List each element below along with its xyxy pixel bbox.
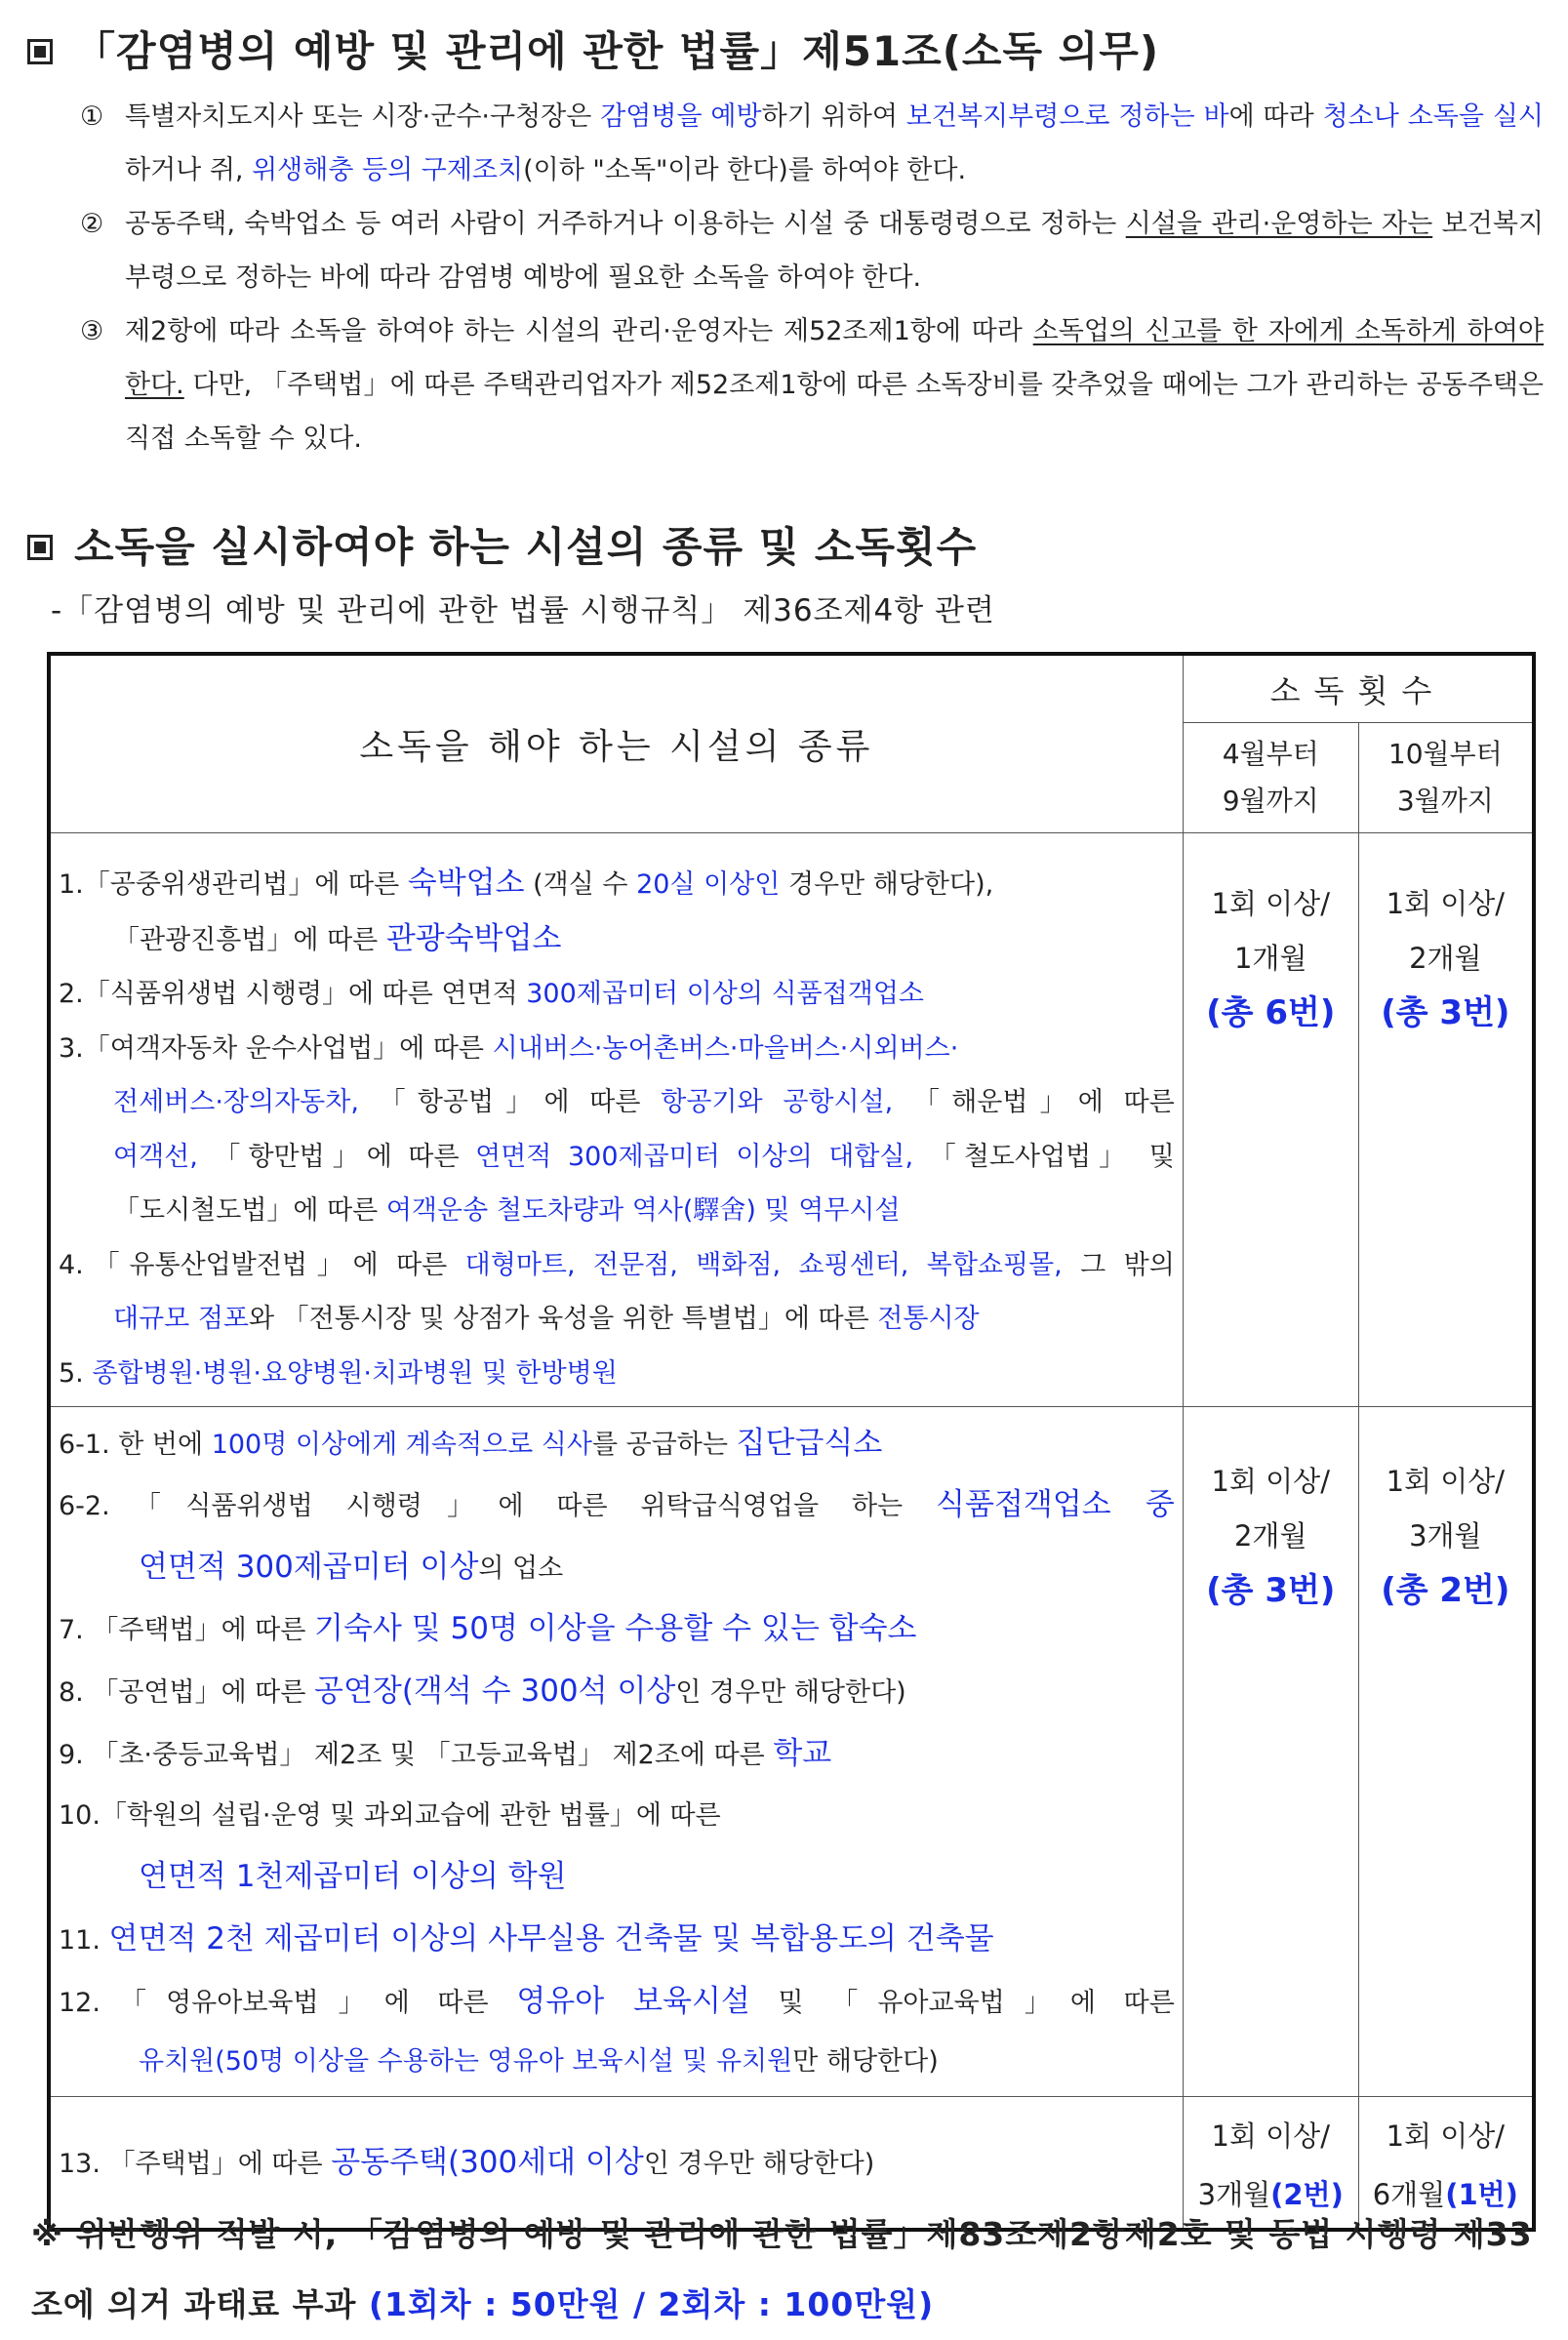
freq-winter-group-2: 1회 이상/ 3개월 (총 2번) [1358,1407,1534,2097]
list-item: 8. 「공연법」에 따른 공연장(객석 수 300석 이상인 경우만 해당한다) [59,1674,906,1709]
article-paragraph-3 [80,304,1544,465]
list-item: 유치원(50명 이상을 수용하는 영유아 보육시설 및 유치원만 해당한다) [139,2046,939,2077]
paragraph-number: ③ [80,316,104,346]
list-item: 전세버스·장의자동차, 「항공법」에 따른 항공기와 공항시설, 「해운법」에 따른 [113,1087,1175,1117]
list-item: 12.「영유아보육법」에 따른 영유아 보육시설 및 「유아교육법」에 따른 [59,1984,1175,2019]
section2-title: 소독을 실시하여야 하는 시설의 종류 및 소독횟수 [27,515,977,574]
list-item: 대규모 점포와 「전통시장 및 상점가 육성을 위한 특별법」에 따른 전통시장 [113,1304,980,1334]
list-item: 6-1. 한 번에 100명 이상에게 계속적으로 식사를 공급하는 집단급식소 [59,1426,883,1461]
list-item: 1.「공중위생관리법」에 따른 숙박업소 (객실 수 20실 이상인 경우만 해당한다), [59,866,994,901]
list-item: 11. 연면적 2천 제곱미터 이상의 사무실용 건축물 및 복합용도의 건축물 [59,1921,994,1957]
table-header-row [49,654,1534,723]
list-item: 13. 「주택법」에 따른 공동주택(300세대 이상인 경우만 해당한다) [59,2144,875,2180]
list-item: 3.「여객자동차 운수사업법」에 따른 시내버스·농어촌버스·마을버스·시외버스· [59,1032,959,1064]
list-item: 4.「유통산업발전법」에 따른 대형마트, 전문점, 백화점, 쇼핑센터, 복합쇼핑몰, 그 밖의 [59,1249,1175,1280]
article-paragraph-1 [80,90,1544,197]
section1-title: 「감염병의 예방 및 관리에 관한 법률」제51조(소독 의무) [27,20,1159,78]
list-item: 6-2.「식품위생법 시행령」에 따른 위탁급식영업을 하는 식품접객업소 중 [59,1487,1175,1522]
list-item: 「도시철도법」에 따른 여객운송 철도차량과 역사(驛舍) 및 역무시설 [113,1195,901,1226]
freq-winter-group-1: 1회 이상/ 2개월 (총 3번) [1358,833,1534,1407]
freq-winter-group-3: 1회 이상/ 6개월(1번) [1358,2097,1534,2231]
square-bullet-icon [27,535,53,560]
header-disinfection-count: 소독횟수 [1183,654,1534,723]
header-apr-sep: 4월부터 9월까지 [1183,723,1358,833]
list-item: 7. 「주택법」에 따른 기숙사 및 50명 이상을 수용할 수 있는 합숙소 [59,1611,917,1646]
list-item: 여객선, 「항만법」에 따른 연면적 300제곱미터 이상의 대합실, 「철도사업법」 및 [113,1141,1175,1172]
paragraph-text: 특별자치도지사 또는 시장·군수·구청장은 감염병을 예방하기 위하여 보건복지부령으로 정하는 바에 따라 청소나 소독을 실시하거나 쥐, 위생해충 등의 구제조치(이하 "소독"이라 한다)를 하여야 한다. [125,101,1545,185]
paragraph-text: 제2항에 따라 소독을 하여야 하는 시설의 관리·운영자는 제52조제1항에 따라 소독업의 신고를 한 자에게 소독하게 하여야 한다. 다만, 「주택법」에 따른 주택관리업자가 제52조제1항에 따른 소독장비를 갖추었을 때에는 그가 관리하는 공동주택은 직접 소독할 수 있다. [125,316,1545,454]
section2-subtitle: -「감염병의 예방 및 관리에 관한 법률 시행규칙」 제36조제4항 관련 [51,593,995,628]
list-item: 2.「식품위생법 시행령」에 따른 연면적 300제곱미터 이상의 식품접객업소 [59,979,925,1009]
freq-summer-group-1: 1회 이상/ 1개월 (총 6번) [1183,833,1358,1407]
facility-list-group-2 [49,1407,1183,2097]
list-item: 10.「학원의 설립·운영 및 과외교습에 관한 법률」에 따른 [59,1800,721,1831]
header-facility-kind: 소독을 해야 하는 시설의 종류 [49,654,1183,833]
table-row [49,833,1534,1407]
header-oct-mar: 10월부터 3월까지 [1358,723,1534,833]
list-item: 「관광진흥법」에 따른 관광숙박업소 [113,920,562,956]
table-row [49,1407,1534,2097]
square-bullet-icon [27,39,53,64]
facility-list-group-1 [49,833,1183,1407]
list-item: 5. 종합병원·병원·요양병원·치과병원 및 한방병원 [59,1357,618,1389]
list-item: 9. 「초·중등교육법」 제2조 및 「고등교육법」 제2조에 따른 학교 [59,1736,832,1771]
freq-summer-group-3: 1회 이상/ 3개월(2번) [1183,2097,1358,2231]
paragraph-number: ① [80,101,104,132]
list-item: 연면적 1천제곱미터 이상의 학원 [139,1859,567,1894]
article-paragraph-2 [80,197,1544,304]
disinfection-table [47,652,1536,2232]
freq-summer-group-2: 1회 이상/ 2개월 (총 3번) [1183,1407,1358,2097]
paragraph-number: ② [80,209,104,239]
paragraph-text: 공동주택, 숙박업소 등 여러 사람이 거주하거나 이용하는 시설 중 대통령령으로 정하는 시설을 관리·운영하는 자는 보건복지부령으로 정하는 바에 따라 감염병 예방에 필요한 소독을 하여야 한다. [125,209,1544,293]
list-item: 연면적 300제곱미터 이상의 업소 [139,1550,564,1585]
penalty-note: ※ 위반행위 적발 시, 「감염병의 예방 및 관리에 관한 법률」제83조제2항제2호 및 동법 시행령 제33조에 의거 과태료 부과 (1회차 : 50만원 / 2회차 : 100만원) [31,2215,1533,2323]
